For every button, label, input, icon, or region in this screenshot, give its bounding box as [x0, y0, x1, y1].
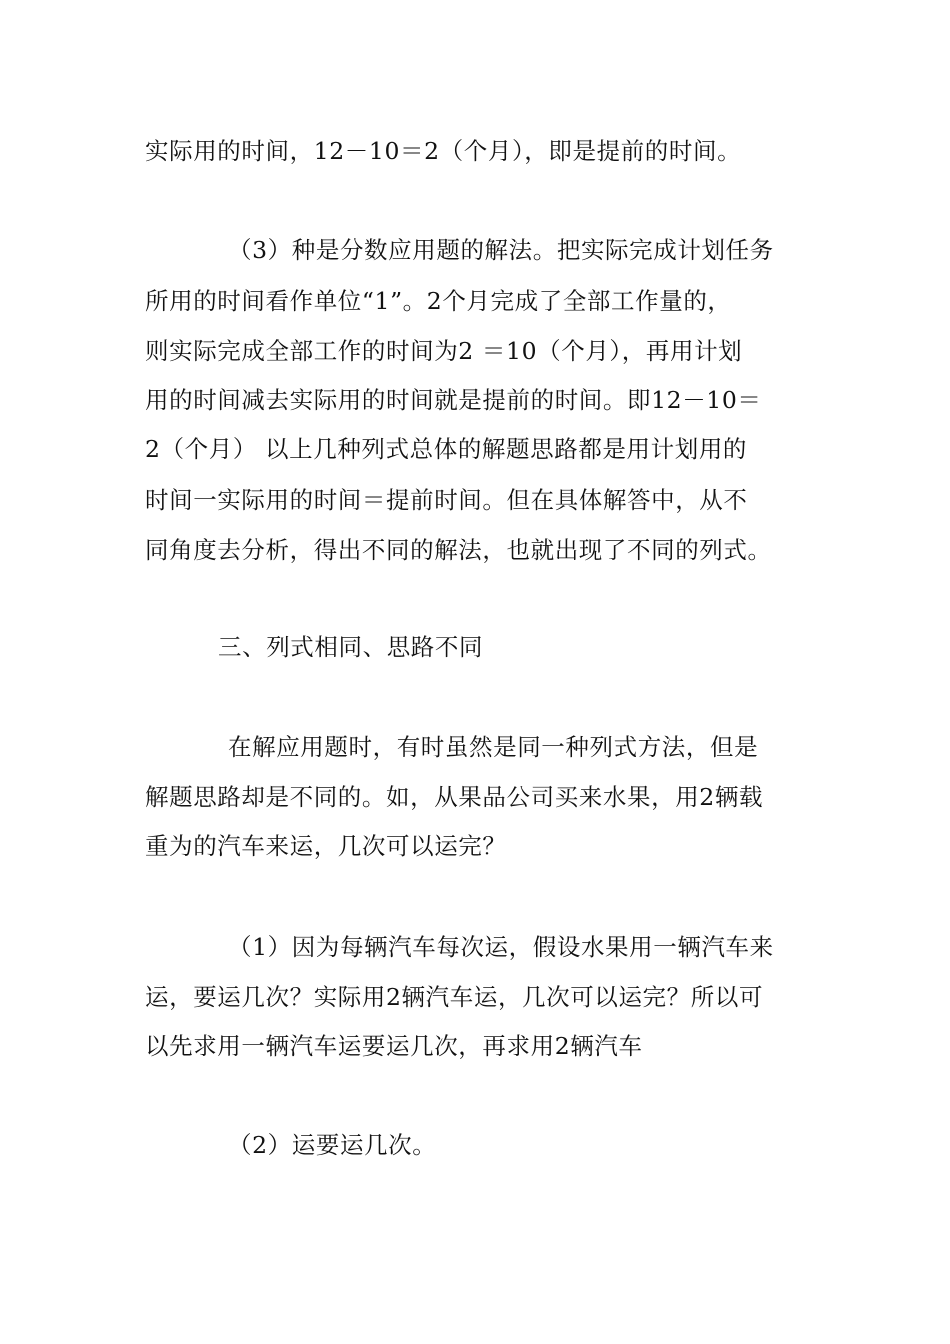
paragraph-start-line: （2）运要运几次。 [228, 1131, 437, 1159]
text-line: 用的时间减去实际用的时间就是提前的时间。即12－10＝ [145, 386, 762, 414]
text-line: 所用的时间看作单位“1”。2个月完成了全部工作量的， [145, 287, 732, 315]
section-heading: 三、列式相同、思路不同 [218, 633, 484, 661]
text-line: 重为的汽车来运，几次可以运完？ [145, 832, 507, 860]
paragraph-start-line: （3）种是分数应用题的解法。把实际完成计划任务 [228, 236, 774, 264]
paragraph-start-line: 在解应用题时，有时虽然是同一种列式方法，但是 [228, 733, 759, 761]
text-line: 2（个月） 以上几种列式总体的解题思路都是用计划用的 [145, 435, 748, 463]
text-line: 运，要运几次？实际用2辆汽车运，几次可以运完？所以可 [145, 983, 764, 1011]
text-line: 时间一实际用的时间＝提前时间。但在具体解答中，从不 [145, 486, 748, 514]
text-line: 解题思路却是不同的。如，从果品公司买来水果，用2辆载 [145, 783, 764, 811]
text-line: 同角度去分析，得出不同的解法，也就出现了不同的列式。 [145, 536, 772, 564]
text-line: 则实际完成全部工作的时间为2 ＝10（个月），再用计划 [145, 337, 743, 365]
text-line: 以先求用一辆汽车运要运几次，再求用2辆汽车 [145, 1032, 643, 1060]
text-line: 实际用的时间，12－10＝2（个月），即是提前的时间。 [145, 137, 742, 165]
paragraph-start-line: （1）因为每辆汽车每次运，假设水果用一辆汽车来 [228, 933, 774, 961]
